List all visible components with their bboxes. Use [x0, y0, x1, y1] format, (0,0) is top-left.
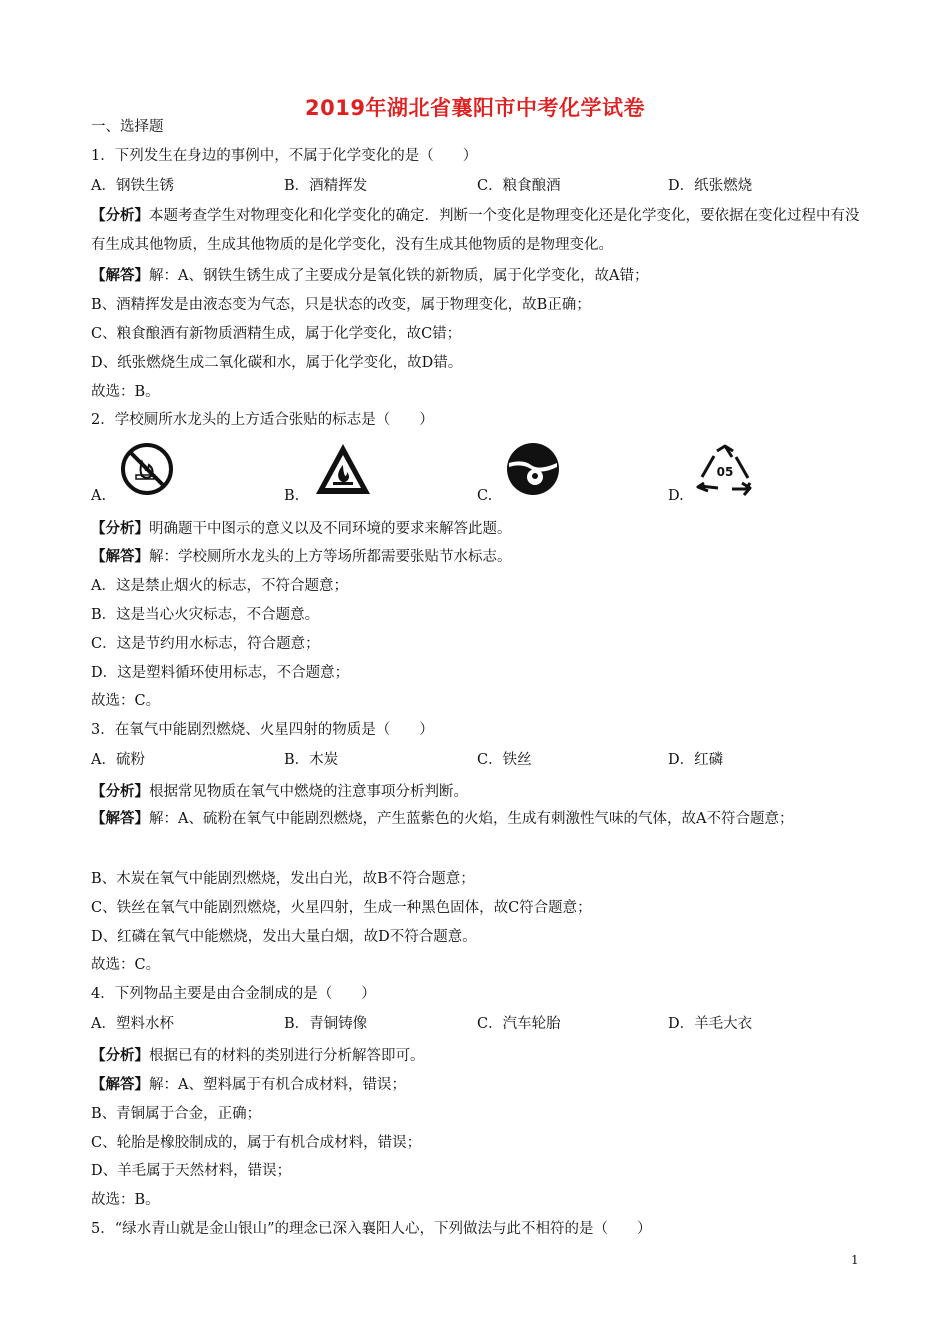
q2-analysis: [91, 519, 512, 539]
analysis-tag: 【分析】: [91, 1048, 149, 1064]
q3-option-d: D．红磷: [668, 752, 724, 768]
q1-choice: 故选：B。: [91, 384, 160, 400]
q2-analysis-text: 明确题干中图示的意义以及不同环境的要求来解答此题。: [149, 521, 512, 537]
q2-choice: 故选：C。: [91, 693, 161, 709]
q4-option-c: C．汽车轮胎: [477, 1016, 561, 1032]
q1-answer: [91, 266, 648, 286]
analysis-tag: 【分析】: [91, 784, 149, 800]
q2-answer-line: C．这是节约用水标志，符合题意；: [91, 636, 320, 652]
q3-answer-line: D、红磷在氧气中能燃烧，发出大量白烟，故D不符合题意。: [91, 929, 477, 945]
q3-stem: 3．在氧气中能剧烈燃烧、火星四射的物质是（ ）: [91, 722, 434, 738]
q3-analysis: [91, 782, 468, 802]
q1-stem: 1．下列发生在身边的事例中，不属于化学变化的是（ ）: [91, 148, 478, 164]
q3-option-b: B．木炭: [284, 752, 339, 768]
q3-analysis-text: 根据常见物质在氧气中燃烧的注意事项分析判断。: [149, 784, 468, 800]
q1-analysis: [91, 202, 861, 260]
q2-option-b: B.: [284, 488, 300, 504]
q2-option-c: C.: [477, 488, 493, 504]
q1-answer-line: D、纸张燃烧生成二氧化碳和水，属于化学变化，故D错。: [91, 355, 463, 371]
water-saving-icon: [505, 441, 561, 497]
q3-answer-line: C、铁丝在氧气中能剧烈燃烧，火星四射，生成一种黑色固体，故C符合题意；: [91, 900, 592, 916]
q2-option-d: D.: [668, 488, 684, 504]
q2-answer-line: D．这是塑料循环使用标志，不合题意；: [91, 665, 350, 681]
recycle-code: 05: [716, 465, 734, 479]
q4-analysis: [91, 1046, 425, 1066]
answer-tag: 【解答】: [91, 268, 149, 284]
q4-answer-lead: 解：A、塑料属于有机合成材料，错误；: [149, 1077, 406, 1093]
q2-answer-line: B．这是当心火灾标志，不合题意。: [91, 607, 320, 623]
answer-tag: 【解答】: [91, 811, 149, 827]
fire-warning-icon: [313, 441, 373, 497]
q4-answer: [91, 1075, 406, 1095]
q2-answer-line: A．这是禁止烟火的标志，不符合题意；: [91, 578, 348, 594]
q1-answer-line: C、粮食酿酒有新物质酒精生成，属于化学变化，故C错；: [91, 326, 462, 342]
recycle-icon: [696, 443, 754, 497]
q4-stem: 4．下列物品主要是由合金制成的是（ ）: [91, 986, 376, 1002]
q2-option-a: A.: [91, 488, 107, 504]
q1-option-d: D．纸张燃烧: [668, 178, 753, 194]
q4-answer-line: C、轮胎是橡胶制成的，属于有机合成材料，错误；: [91, 1135, 422, 1151]
q1-option-b: B．酒精挥发: [284, 178, 368, 194]
q4-analysis-text: 根据已有的材料的类别进行分析解答即可。: [149, 1048, 425, 1064]
q4-answer-line: D、羊毛属于天然材料，错误；: [91, 1163, 292, 1179]
analysis-tag: 【分析】: [91, 208, 149, 224]
no-fire-icon: [118, 442, 176, 496]
section-heading: 一、选择题: [91, 119, 164, 135]
q2-answer-lead: 解：学校厕所水龙头的上方等场所都需要张贴节水标志。: [149, 549, 512, 565]
analysis-tag: 【分析】: [91, 521, 149, 537]
q4-choice: 故选：B。: [91, 1192, 160, 1208]
q3-option-c: C．铁丝: [477, 752, 532, 768]
q3-answer-line: B、木炭在氧气中能剧烈燃烧，发出白光，故B不符合题意；: [91, 871, 475, 887]
q3-option-a: A．硫粉: [91, 752, 145, 768]
q4-option-d: D．羊毛大衣: [668, 1016, 753, 1032]
q1-option-a: A．钢铁生锈: [91, 178, 174, 194]
q4-option-b: B．青铜铸像: [284, 1016, 368, 1032]
page-number: 1: [851, 1253, 859, 1267]
answer-tag: 【解答】: [91, 1077, 149, 1093]
q4-option-a: A．塑料水杯: [91, 1016, 174, 1032]
q1-answer-line: B、酒精挥发是由液态变为气态，只是状态的改变，属于物理变化，故B正确；: [91, 297, 591, 313]
exam-title: 2019年湖北省襄阳市中考化学试卷: [305, 96, 645, 120]
q3-answer: [91, 805, 861, 834]
q5-stem: 5．“绿水青山就是金山银山”的理念已深入襄阳人心，下列做法与此不相符的是（ ）: [91, 1221, 652, 1237]
q3-answer-lead: 解：A、硫粉在氧气中能剧烈燃烧，产生蓝紫色的火焰，生成有刺激性气味的气体，故A不符合题意；: [149, 811, 794, 827]
q4-answer-line: B、青铜属于合金，正确；: [91, 1106, 262, 1122]
q2-stem: 2．学校厕所水龙头的上方适合张贴的标志是（ ）: [91, 412, 434, 428]
q1-option-c: C．粮食酿酒: [477, 178, 561, 194]
q1-answer-lead: 解：A、钢铁生锈生成了主要成分是氧化铁的新物质，属于化学变化，故A错；: [149, 268, 649, 284]
q1-analysis-text: 本题考查学生对物理变化和化学变化的确定．判断一个变化是物理变化还是化学变化，要依据在变化过程中有没有生成其他物质，生成其他物质的是化学变化，没有生成其他物质的是物理变化。: [91, 208, 860, 253]
answer-tag: 【解答】: [91, 549, 149, 565]
q2-answer: [91, 547, 512, 567]
q3-choice: 故选：C。: [91, 957, 161, 973]
